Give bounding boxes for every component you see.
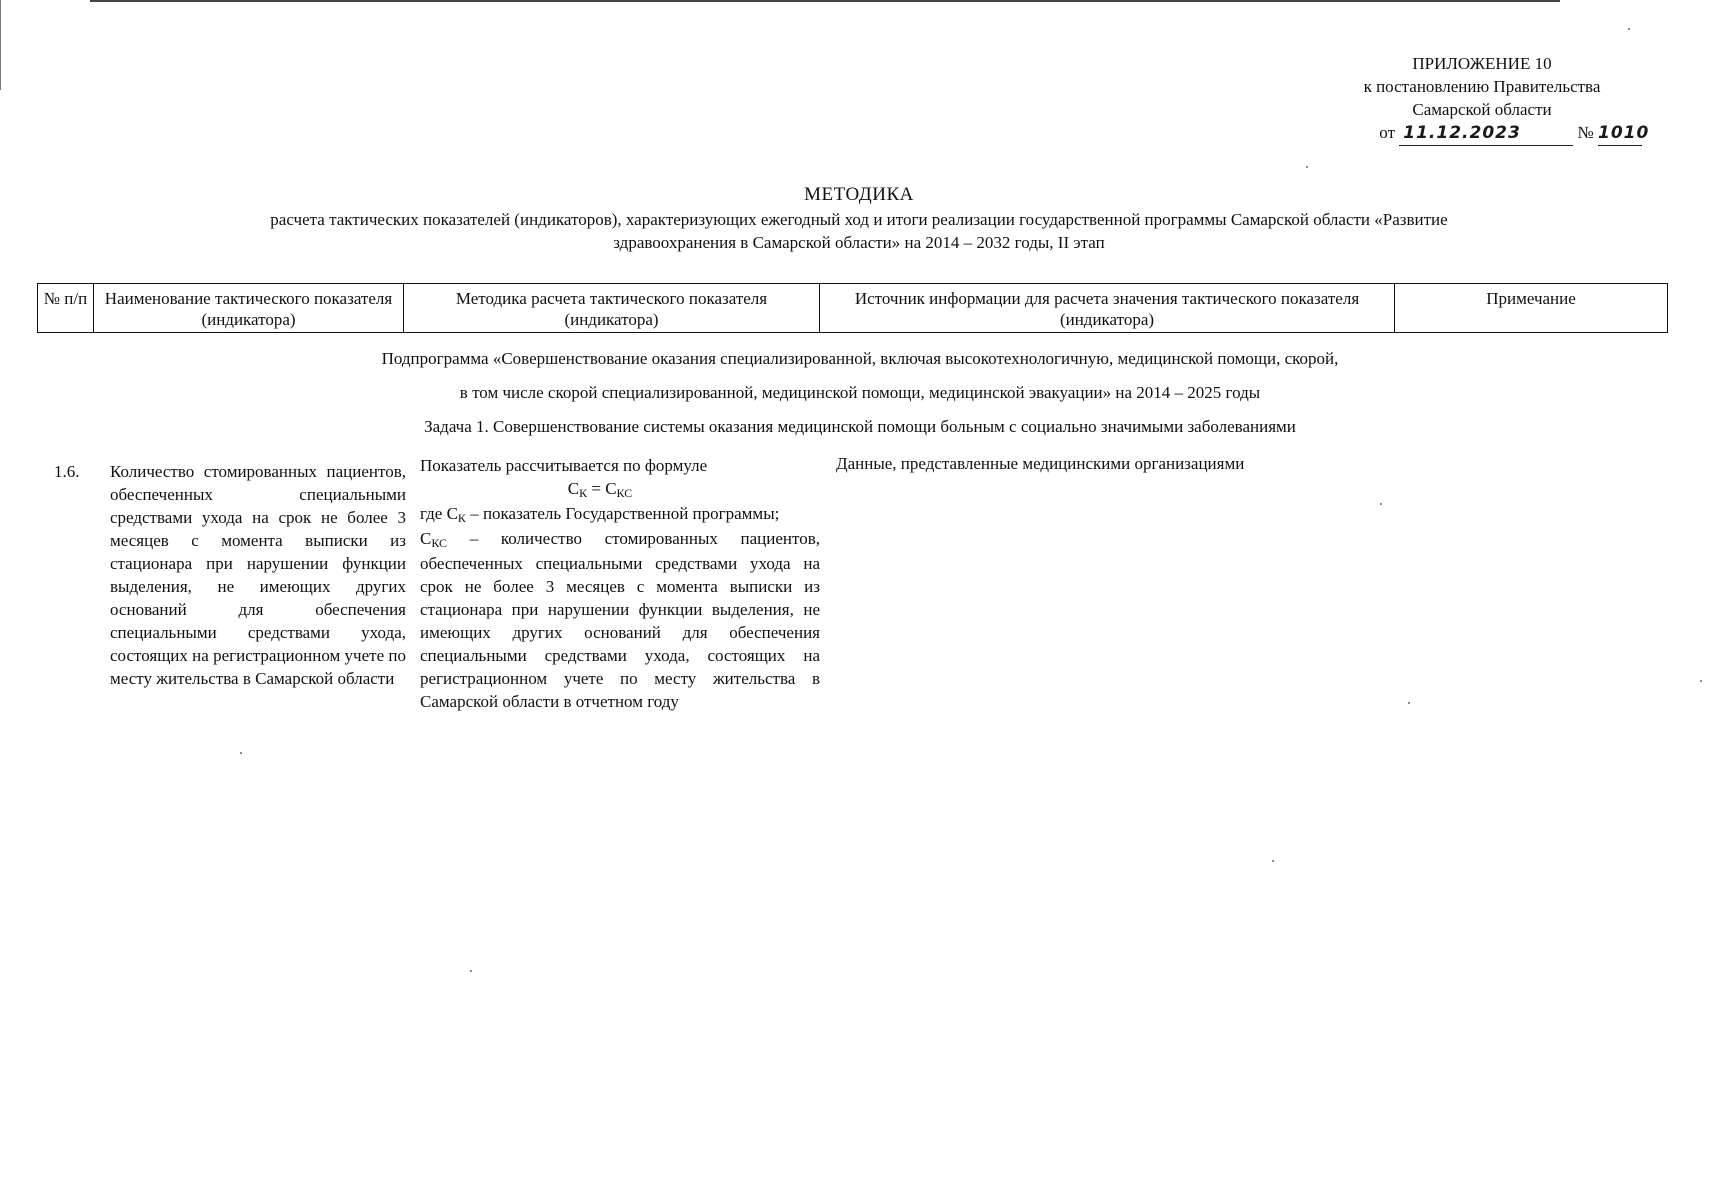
date-prefix: от bbox=[1379, 123, 1396, 142]
row-number: 1.6. bbox=[54, 462, 80, 481]
scan-speck bbox=[1408, 702, 1410, 704]
formula-eq: = bbox=[587, 479, 606, 498]
header-row bbox=[38, 284, 1668, 333]
scan-speck bbox=[1628, 28, 1630, 30]
header-source: Источник информации для расчета значения тактического показателя (индикатора) bbox=[820, 284, 1395, 333]
def-symbol: С bbox=[420, 529, 432, 548]
subprogram-line-2: в том числе скорой специализированной, медицинской помощи, медицинской эвакуации» на 2014 – 2025 годы bbox=[459, 383, 1261, 402]
formula-left-sub: К bbox=[579, 486, 588, 500]
method-intro: Показатель рассчитывается по формуле bbox=[420, 456, 708, 475]
scan-speck bbox=[240, 752, 242, 754]
header-name: Наименование тактического показателя (индикатора) bbox=[94, 284, 404, 333]
handwritten-date: 11.12.2023 bbox=[1399, 122, 1573, 146]
header-method: Методика расчета тактического показателя (индикатора) bbox=[404, 284, 820, 333]
scan-edge-top bbox=[90, 0, 1560, 2]
where-text: – показатель Государственной программы; bbox=[465, 504, 780, 523]
formula bbox=[420, 477, 820, 502]
source-cell: Данные, представленные медицинскими организациями bbox=[836, 454, 1245, 473]
subprogram-line-1: Подпрограмма «Совершенствование оказания специализированной, включая высокотехнологичную, медицинской помощи, скорой, bbox=[381, 349, 1339, 368]
method-cell bbox=[420, 454, 820, 713]
def-sub: КС bbox=[431, 536, 448, 550]
scan-speck bbox=[1306, 166, 1308, 168]
scan-speck bbox=[470, 970, 472, 972]
header-number: № п/п bbox=[38, 284, 94, 333]
indicator-name: Количество стомированных пациентов, обеспеченных специальными средствами ухода на срок не более 3 месяцев с момента выписки из стационара при нарушении функции выделения, не имеющих других оснований для обеспечения специальными средствами ухода, состоящих на регистрационном учете по месту жительства в Самарской области bbox=[110, 462, 406, 688]
approval-decree: к постановлению Правительства bbox=[1363, 77, 1601, 96]
scan-speck bbox=[1272, 860, 1274, 862]
where-sub: К bbox=[457, 511, 466, 525]
approval-region: Самарской области bbox=[1412, 100, 1552, 119]
title-block bbox=[0, 184, 1718, 254]
where-definition bbox=[420, 502, 820, 527]
formula-right-sub: КС bbox=[616, 486, 633, 500]
number-prefix: № bbox=[1577, 123, 1594, 142]
scan-speck bbox=[1700, 680, 1702, 682]
approval-appendix: ПРИЛОЖЕНИЕ 10 bbox=[1412, 54, 1552, 73]
formula-right: С bbox=[605, 479, 617, 498]
approval-date-line bbox=[1322, 121, 1650, 146]
formula-left: С bbox=[567, 479, 580, 498]
where-prefix: где С bbox=[420, 504, 458, 523]
approval-block bbox=[1322, 52, 1650, 146]
scan-speck bbox=[1380, 503, 1382, 505]
header-table bbox=[37, 283, 1668, 333]
ckc-definition bbox=[420, 527, 820, 713]
def-text: – количество стомированных пациентов, обеспеченных специальными средствами ухода на срок не более 3 месяцев с момента выписки из стационара при нарушении функции выделения, не имеющих других оснований для обеспечения специальными средствами ухода, состоящих на регистрационном учете по месту жительства в Самарской области в отчетном году bbox=[420, 529, 820, 711]
task-heading: Задача 1. Совершенствование системы оказания медицинской помощи больным с социально значимыми заболеваниями bbox=[424, 417, 1296, 436]
scan-edge-left bbox=[0, 0, 1, 90]
handwritten-number: 1010 bbox=[1598, 122, 1642, 146]
document-subtitle: расчета тактических показателей (индикаторов), характеризующих ежегодный ход и итоги реализации государственной программы Самарской области «Развитие здравоохранения в Самарской области» на 2014 – 2032 годы, II этап bbox=[270, 210, 1448, 252]
document-title: МЕТОДИКА bbox=[804, 184, 914, 205]
header-note: Примечание bbox=[1395, 284, 1668, 333]
